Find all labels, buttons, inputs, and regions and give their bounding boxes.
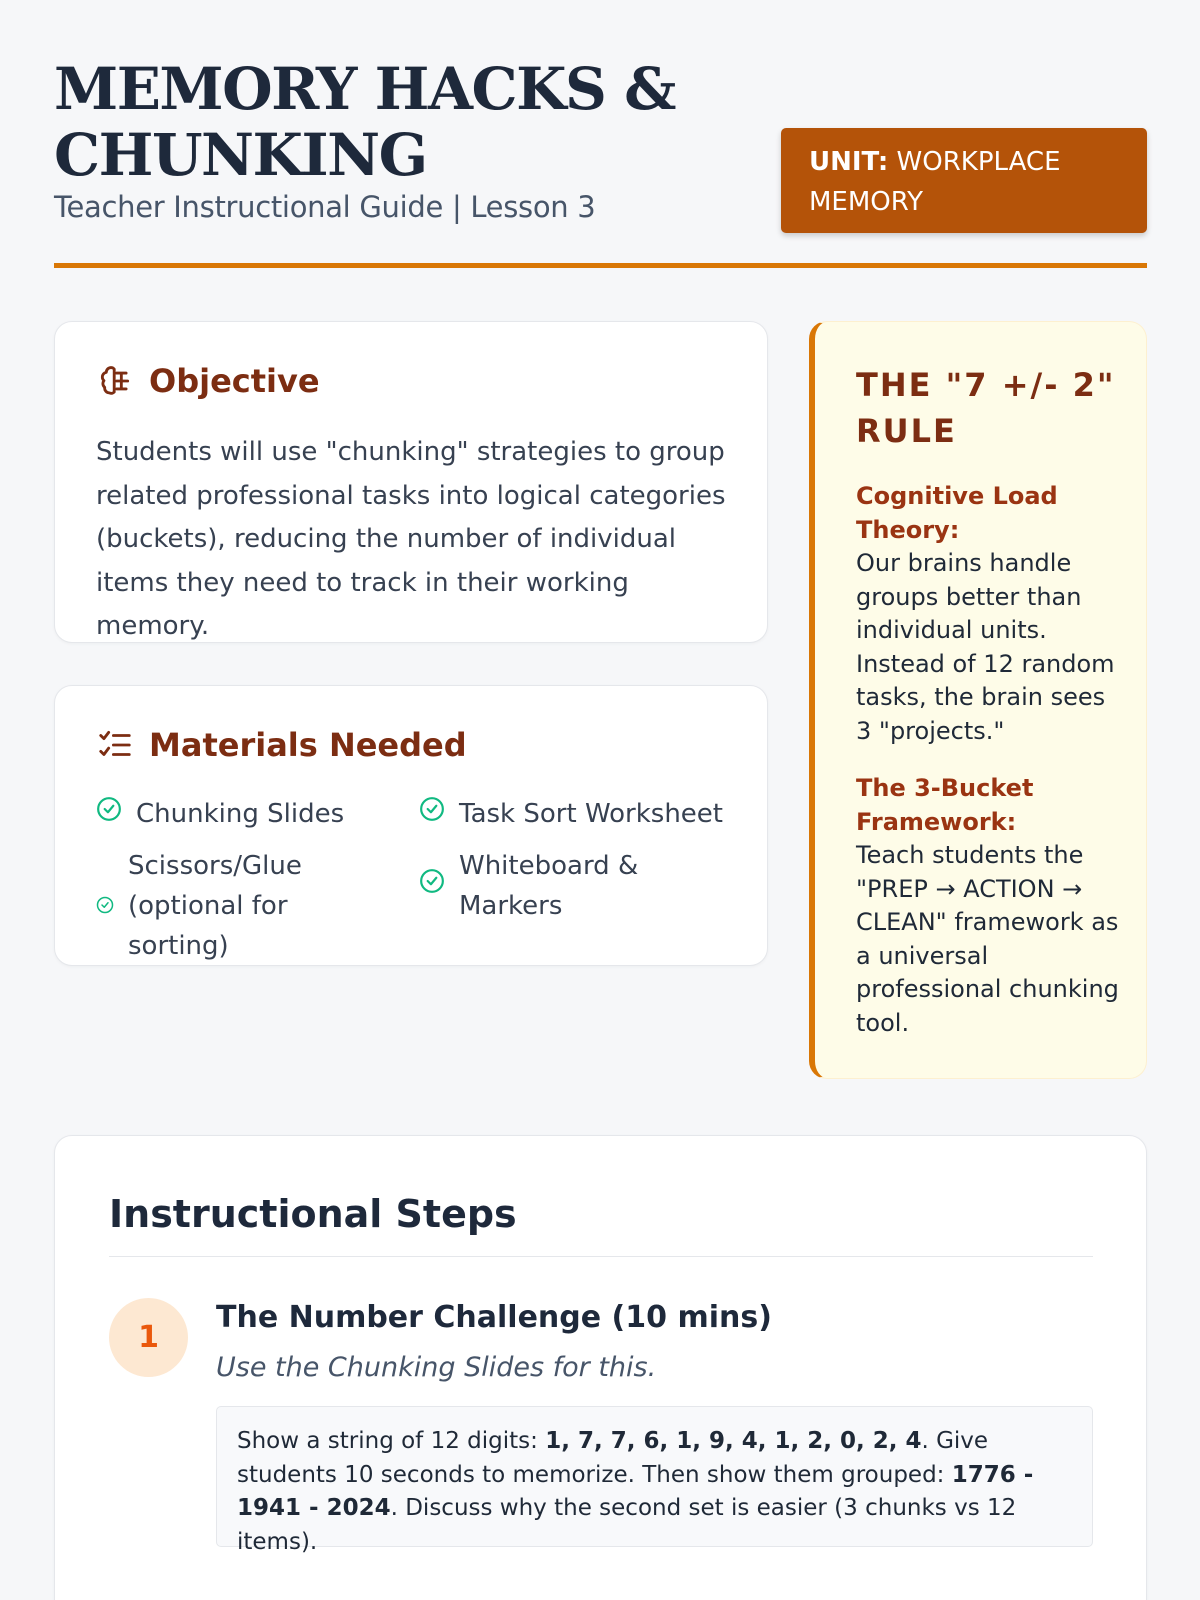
steps-heading: Instructional Steps xyxy=(109,1192,517,1236)
unit-value: WORKPLACE MEMORY xyxy=(809,147,1061,217)
rule-section-body: Our brains handle groups better than individual units. Instead of 12 random tasks, the brain sees 3 "projects." xyxy=(856,549,1115,745)
material-label: Chunking Slides xyxy=(136,799,345,829)
lesson-guide-page xyxy=(54,0,1147,1555)
step-number-badge: 1 xyxy=(109,1298,188,1377)
step-title: The Number Challenge (10 mins) xyxy=(216,1300,772,1335)
divider xyxy=(109,1256,1093,1257)
check-circle-icon xyxy=(419,794,445,834)
checklist-icon xyxy=(96,726,134,764)
unit-badge xyxy=(781,128,1147,233)
page-header xyxy=(54,0,1147,268)
page-subtitle: Teacher Instructional Guide | Lesson 3 xyxy=(54,190,596,224)
unit-label: UNIT: xyxy=(809,147,889,177)
rule-section-label: Cognitive Load Theory: xyxy=(856,482,1058,544)
materials-card xyxy=(54,685,768,966)
page-title: MEMORY HACKS & CHUNKING xyxy=(54,55,675,189)
objective-heading xyxy=(96,362,320,400)
rule-callout xyxy=(809,321,1147,1079)
objective-heading-text: Objective xyxy=(149,362,320,400)
check-circle-icon xyxy=(419,866,445,906)
material-label: Scissors/Glue (optional for sorting) xyxy=(128,851,302,961)
material-item xyxy=(96,794,344,834)
materials-heading-text: Materials Needed xyxy=(149,726,467,764)
objective-text: Students will use "chunking" strategies to group related professional tasks into logical categories (buckets), reducing the number of individual items they need to track in their working memory. xyxy=(96,437,726,641)
grouped-digits: 1776 - 1941 - 2024 xyxy=(237,1461,1034,1521)
rule-section-body: Teach students the "PREP → ACTION → CLEAN" framework as a universal professional chunking tool. xyxy=(856,841,1119,1037)
material-item xyxy=(96,846,396,966)
objective-card xyxy=(54,321,768,643)
rule-section xyxy=(856,772,1126,1040)
material-item xyxy=(419,846,659,926)
check-circle-icon xyxy=(96,886,114,926)
check-circle-icon xyxy=(96,794,122,834)
materials-heading xyxy=(96,726,467,764)
brain-icon xyxy=(96,362,134,400)
material-label: Whiteboard & Markers xyxy=(459,851,639,921)
step-detail-text: . Give students 10 seconds to memorize. Then show them grouped: xyxy=(237,1428,989,1488)
material-label: Task Sort Worksheet xyxy=(459,799,723,829)
rule-section-label: The 3-Bucket Framework: xyxy=(856,774,1034,836)
instructional-steps-card xyxy=(54,1135,1147,1600)
material-item xyxy=(419,794,723,834)
step-detail-box xyxy=(216,1406,1093,1555)
step-detail-text: Show a string of 12 digits: xyxy=(237,1428,546,1454)
step-note: Use the Chunking Slides for this. xyxy=(216,1352,657,1383)
digit-string: 1, 7, 7, 6, 1, 9, 4, 1, 2, 0, 2, 4 xyxy=(545,1428,922,1454)
step-detail-text: . Discuss why the second set is easier (3 chunks vs 12 items). xyxy=(237,1495,1017,1555)
rule-title: THE "7 +/- 2" RULE xyxy=(856,366,1116,450)
rule-section xyxy=(856,480,1126,748)
